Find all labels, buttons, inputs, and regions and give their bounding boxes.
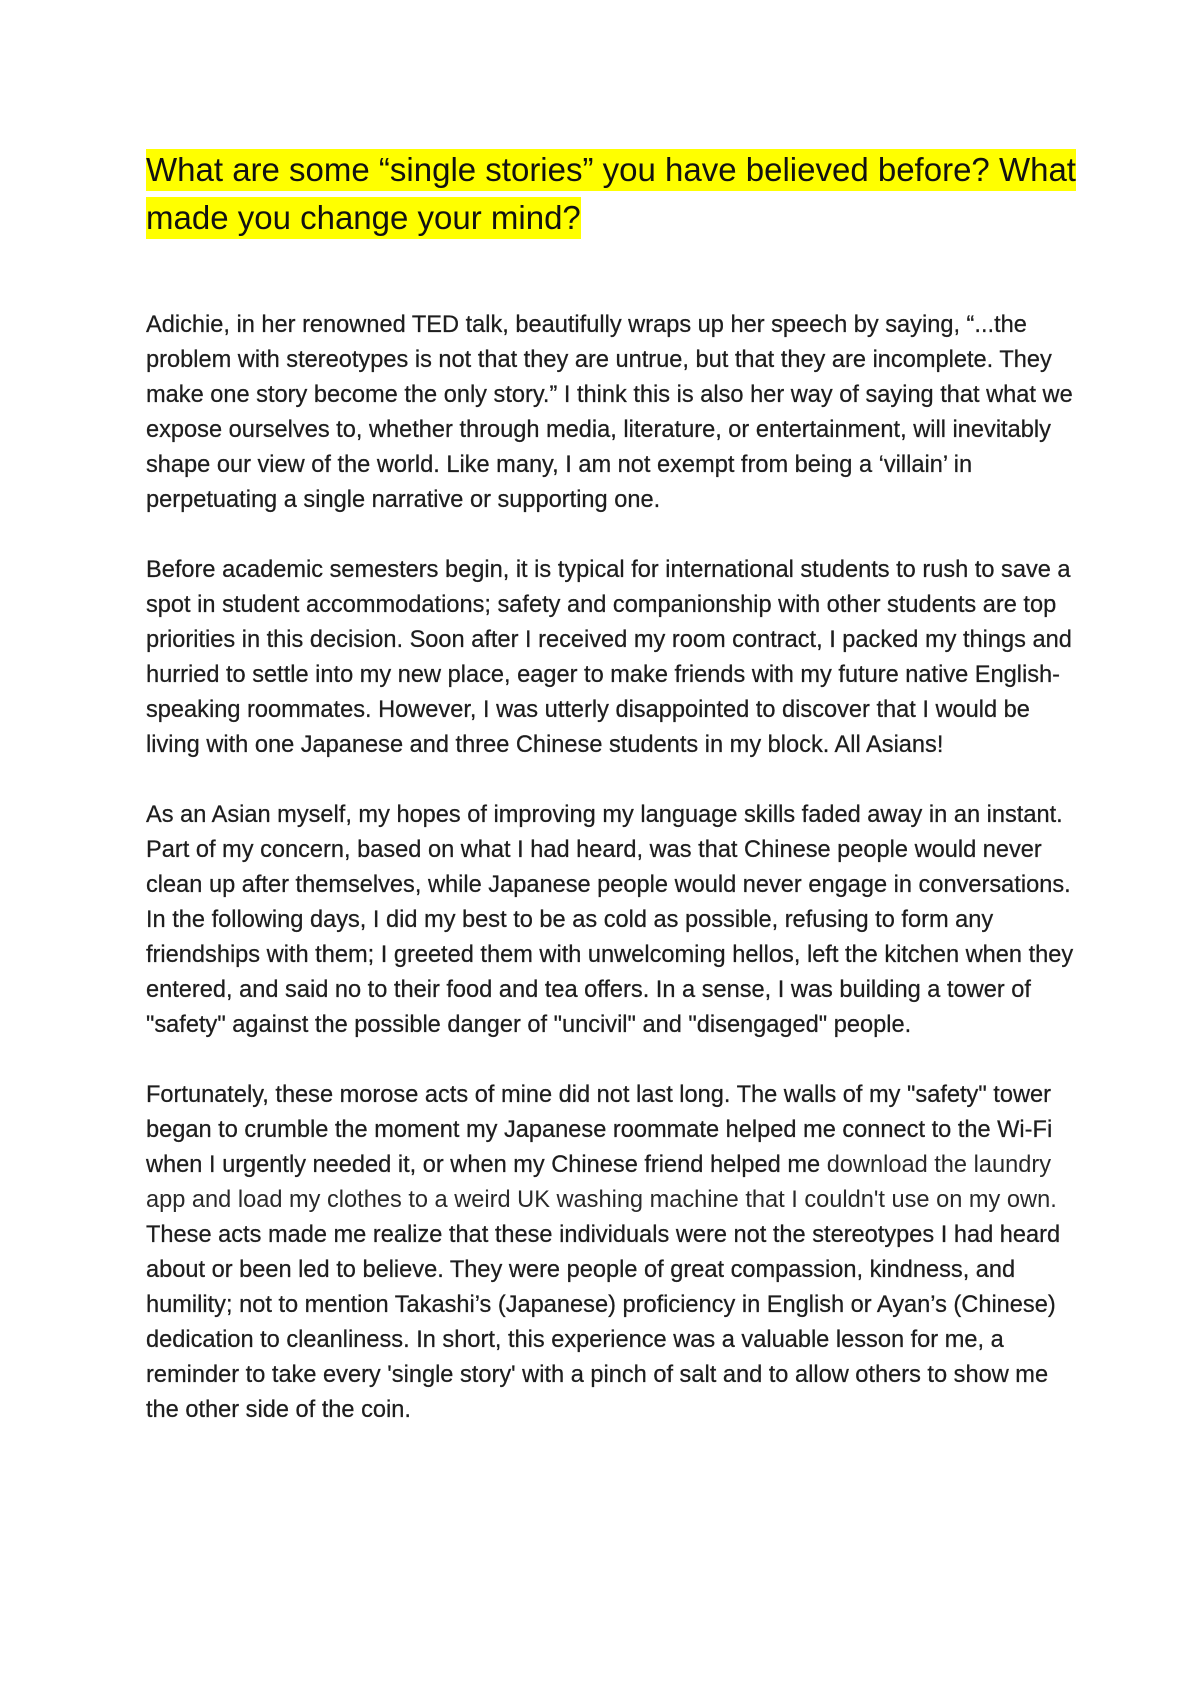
paragraph-1: Adichie, in her renowned TED talk, beautifully wraps up her speech by saying, “...the problem with stereotypes is not that they are untrue, but that they are incomplete. They make one story become the only story.” I think this is also her way of saying that what we expose ourselves to, whether through media, literature, or entertainment, will inevitably shape our view of the world. Like many, I am not exempt from being a ‘villain’ in perpetuating a single narrative or supporting one.	[146, 312, 1073, 513]
paragraph-3: As an Asian myself, my hopes of improving my language skills faded away in an instant. Part of my concern, based on what I had heard, was that Chinese people would never clean up after themselves, while Japanese people would never engage in conversations. In the following days, I did my best to be as cold as possible, refusing to form any friendships with them; I greeted them with unwelcoming hellos, left the kitchen when they entered, and said no to their food and tea offers. In a sense, I was building a tower of "safety" against the possible danger of "uncivil" and "disengaged" people.	[146, 802, 1074, 1038]
page-title	[146, 146, 1076, 242]
highlighted-title-text: What are some “single stories” you have believed before? What made you change your mind?	[146, 149, 1076, 239]
paragraph-4-part-2: download the laundry app and load my clothes to a weird UK washing machine that I couldn't use on my own.	[146, 1152, 1057, 1213]
paragraph-2: Before academic semesters begin, it is typical for international students to rush to save a spot in student accommodations; safety and companionship with other students are top priorities in this decision. Soon after I received my room contract, I packed my things and hurried to settle into my new place, eager to make friends with my future native English-speaking roommates. However, I was utterly disappointed to discover that I would be living with one Japanese and three Chinese students in my block. All Asians!	[146, 557, 1072, 758]
paragraph-4-part-1: Fortunately, these morose acts of mine did not last long. The walls of my "safety" tower began to crumble the moment my Japanese roommate helped me connect to the Wi-Fi when I urgently needed it, or when my Chinese friend helped me	[146, 1082, 1053, 1178]
paragraph-4	[146, 1078, 1076, 1428]
paragraph-4-part-3: These acts made me realize that these individuals were not the stereotypes I had heard about or been led to believe. They were people of great compassion, kindness, and humility; not to mention Takashi’s (Japanese) proficiency in English or Ayan’s (Chinese) dedication to cleanliness. In short, this experience was a valuable lesson for me, a reminder to take every 'single story' with a pinch of salt and to allow others to show me the other side of the coin.	[146, 1222, 1061, 1423]
document-body	[146, 308, 1076, 1428]
document-content	[146, 146, 1076, 1463]
